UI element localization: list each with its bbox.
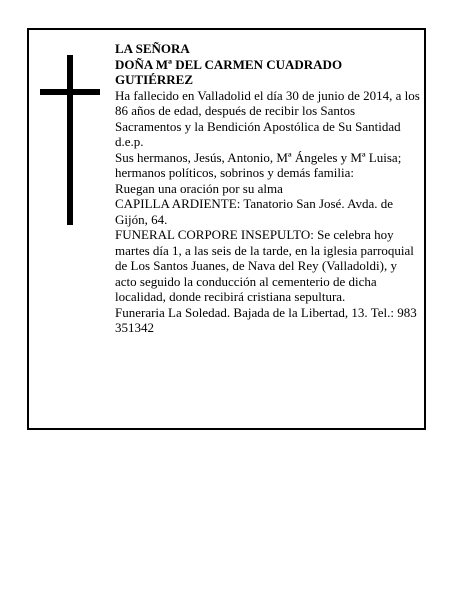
death-announcement: Ha fallecido en Valladolid el día 30 de junio de 2014, a los 86 años de edad, después de recibir los Santos Sacramentos y la Bendición Apostólica de Su Santidad — [115, 87, 420, 134]
notice-text — [115, 41, 421, 336]
deceased-name: DOÑA Mª DEL CARMEN CUADRADO GUTIÉRREZ — [115, 56, 343, 87]
chapel-of-rest: CAPILLA ARDIENTE: Tanatorio San José. Avda. de Gijón, 64. — [115, 196, 394, 227]
family-mourners: Sus hermanos, Jesús, Antonio, Mª Ángeles y Mª Luisa; hermanos políticos, sobrinos y demás familia: — [115, 149, 402, 180]
funeral-home: Funeraria La Soledad. Bajada de la Libertad, 13. Tel.: 983 351342 — [115, 304, 417, 335]
cross-horizontal-bar — [40, 89, 100, 95]
deceased-title: LA SEÑORA — [115, 41, 190, 56]
cross-icon — [40, 55, 100, 225]
rest-in-peace: d.e.p. — [115, 134, 144, 149]
obituary-notice — [27, 28, 426, 430]
funeral-details: FUNERAL CORPORE INSEPULTO: Se celebra hoy martes día 1, a las seis de la tarde, en la iglesia parroquial de Los Santos Juanes, de Nava del Rey (Valladoldi), y acto seguido la conducción al cementerio de dicha localidad, donde recibirá cristiana sepultura. — [115, 227, 414, 304]
cross-vertical-bar — [67, 55, 73, 225]
prayer-request: Ruegan una oración por su alma — [115, 180, 283, 196]
